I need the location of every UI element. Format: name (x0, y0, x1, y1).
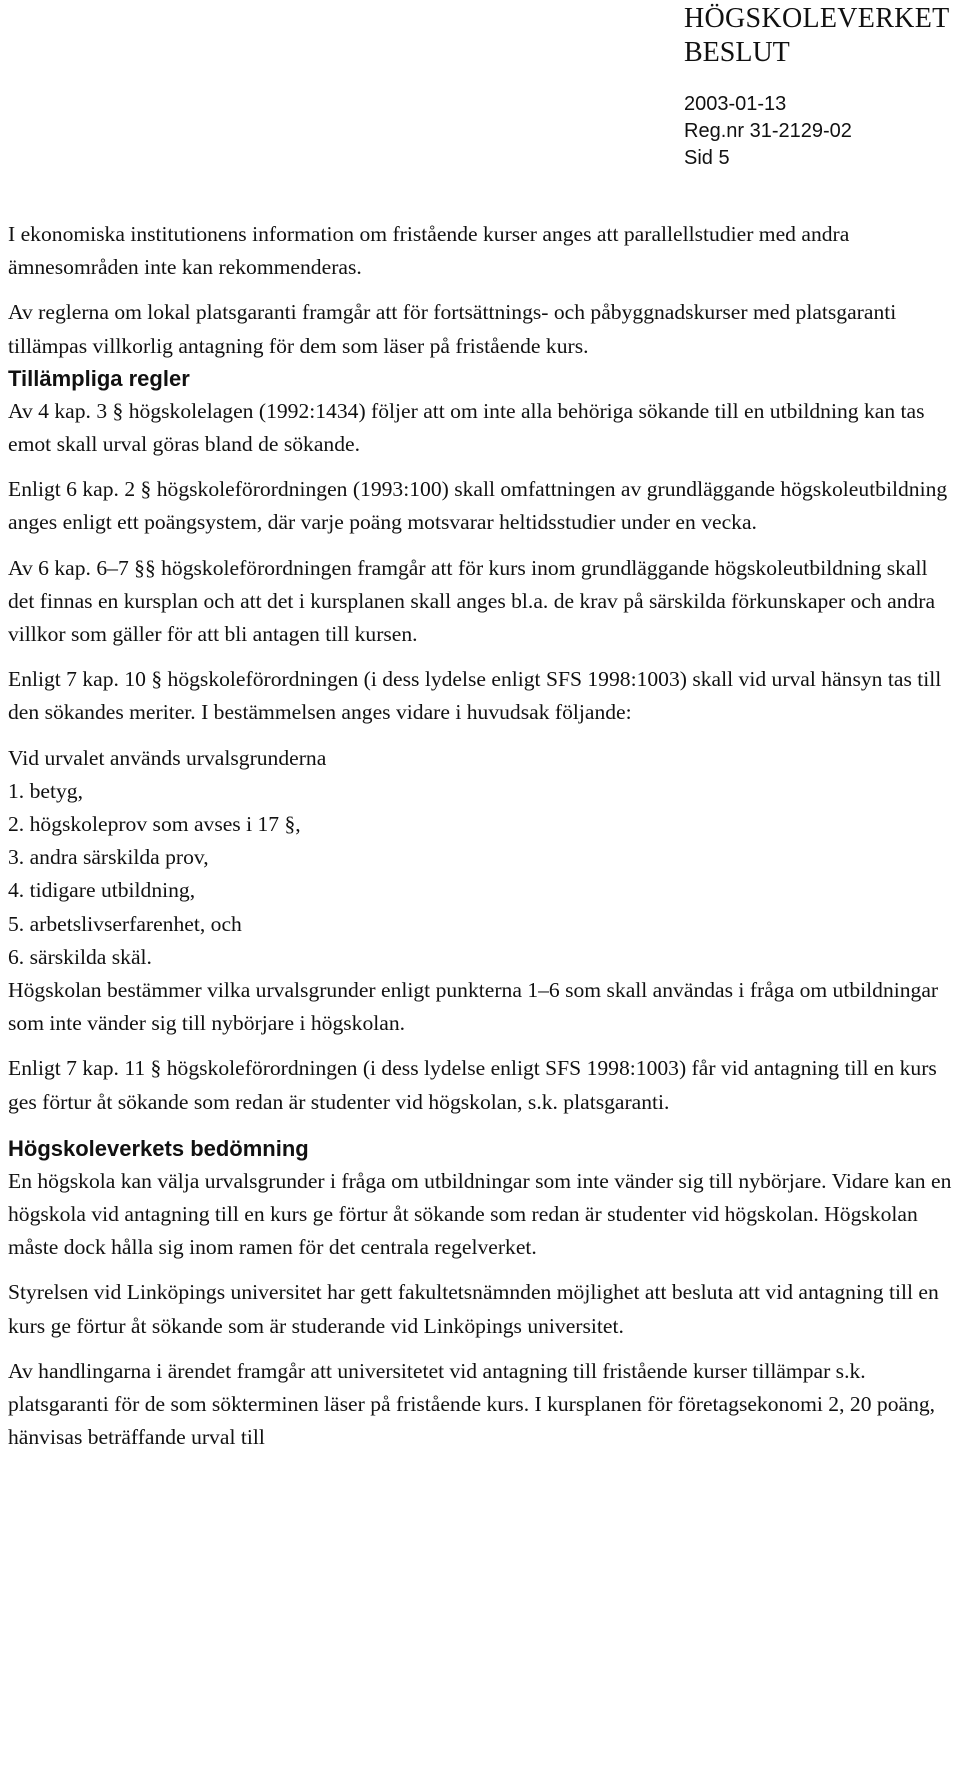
paragraph-linkoping-board: Styrelsen vid Linköpings universitet har gett fakultetsnämnden möjlighet att besluta att vid antagning till en kurs ge förtur åt sökande som är studerande vid Linköpings universitet. (8, 1280, 939, 1338)
paragraph-priority-admission: Enligt 7 kap. 11 § högskoleförordningen (i dess lydelse enligt SFS 1998:1003) får vid antagning till en kurs ges förtur åt sökande som redan är studenter vid högskolan, s.k. platsgaranti. (8, 1056, 937, 1114)
decision-date: 2003-01-13 (684, 93, 787, 115)
paragraph-higher-education-act: Av 4 kap. 3 § högskolelagen (1992:1434) följer att om inte alla behöriga sökande till en utbildning kan tas emot skall urval göras bland de sökande. (8, 398, 925, 457)
list-item: 6. särskilda skäl. (8, 944, 152, 969)
selection-criteria-list (8, 775, 952, 974)
paragraph-credit-system: Enligt 6 kap. 2 § högskoleförordningen (1993:100) skall omfattningen av grundläggande högskoleutbildning anges enligt ett poängsystem, där varje poäng motsvarar heltidsstudier under en vecka. (8, 477, 948, 535)
paragraph-university-decides: Högskolan bestämmer vilka urvalsgrunder enligt punkterna 1–6 som skall användas i fråga om utbildningar som inte vänder sig till nybörjare i högskolan. (8, 978, 939, 1036)
organization-name: HÖGSKOLEVERKET (684, 3, 950, 34)
paragraph-course-syllabus: Av 6 kap. 6–7 §§ högskoleförordningen framgår att för kurs inom grundläggande högskoleutbildning skall det finnas en kursplan och att det i kursplanen skall anges bl.a. de krav på särskilda förkunskaper och andra villkor som gäller för att bli antagen till kursen. (8, 555, 936, 647)
registration-number: Reg.nr 31-2129-02 (684, 120, 852, 142)
selection-list-intro: Vid urvalet används urvalsgrunderna (8, 745, 327, 770)
heading-applicable-rules: Tillämpliga regler (8, 365, 190, 391)
paragraph-assessment-general: En högskola kan välja urvalsgrunder i fråga om utbildningar som inte vänder sig till nybörjare. Vidare kan en högskola vid antagning till en kurs ge förtur åt sökande som redan är studenter vid högskolan. Högskolan måste dock hålla sig inom ramen för det centrala regelverket. (8, 1168, 952, 1260)
document-header (684, 0, 954, 172)
list-item: 4. tidigare utbildning, (8, 878, 196, 903)
list-item: 3. andra särskilda prov, (8, 845, 209, 870)
document-body (8, 218, 952, 1467)
paragraph-case-documents: Av handlingarna i ärendet framgår att universitetet vid antagning till fristående kurser tillämpar s.k. platsgaranti för de som sökterminen läser på fristående kurs. I kursplanen för företagsekonomi 2, 20 poäng, hänvisas beträffande urval till (8, 1358, 936, 1450)
list-item: 1. betyg, (8, 778, 83, 803)
list-item: 5. arbetslivserfarenhet, och (8, 911, 242, 936)
document-type: BESLUT (684, 37, 790, 68)
heading-assessment: Högskoleverkets bedömning (8, 1135, 309, 1161)
list-item: 2. högskoleprov som avses i 17 §, (8, 812, 301, 837)
paragraph-local-guarantee: Av reglerna om lokal platsgaranti framgår att för fortsättnings- och påbyggnadskurser med platsgaranti tillämpas villkorlig antagning för dem som läser på fristående kurs. (8, 300, 897, 358)
paragraph-parallel-studies: I ekonomiska institutionens information om fristående kurser anges att parallellstudier med andra ämnesområden inte kan rekommenderas. (8, 222, 850, 280)
page-number: Sid 5 (684, 147, 730, 169)
paragraph-selection-merits: Enligt 7 kap. 10 § högskoleförordningen (i dess lydelse enligt SFS 1998:1003) skall vid urval hänsyn tas till den sökandes meriter. I bestämmelsen anges vidare i huvudsak följande: (8, 667, 942, 725)
